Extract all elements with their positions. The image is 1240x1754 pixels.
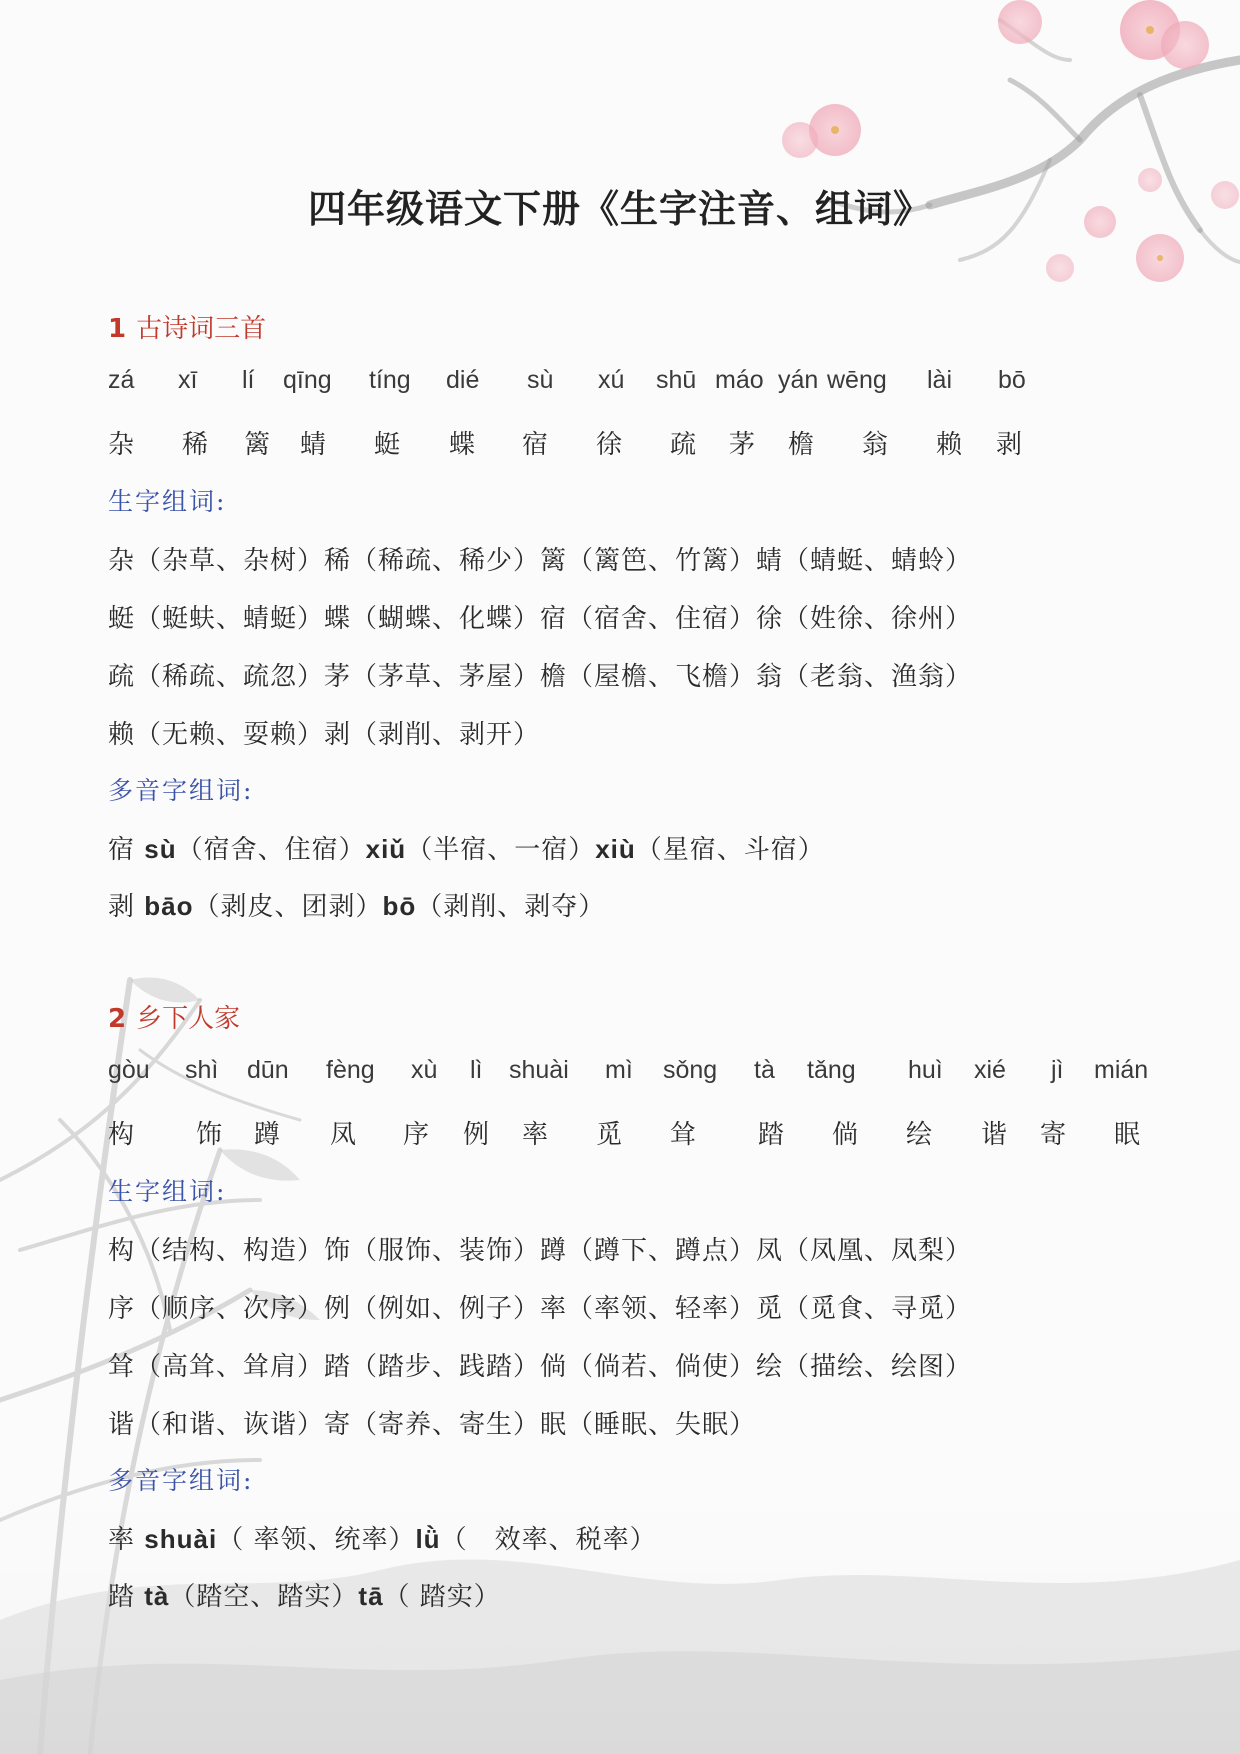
pinyin-row — [0, 366, 1240, 406]
word-text: 踏 — [108, 1582, 145, 1612]
word-group-line: 构（结构、构造）饰（服饰、装饰）蹲（蹲下、蹲点）凤（凤凰、凤梨） — [108, 1236, 973, 1266]
pinyin: sù — [527, 366, 554, 394]
pinyin: dié — [446, 366, 480, 394]
character: 寄 — [1040, 1120, 1067, 1150]
pinyin: dūn — [247, 1056, 289, 1084]
lesson-number: 2 — [108, 1004, 127, 1034]
pinyin-row — [0, 1056, 1240, 1096]
pinyin: shuài — [509, 1056, 569, 1084]
character-row — [0, 1114, 1240, 1154]
pinyin-reading: bō — [382, 891, 417, 921]
pinyin-reading: sù — [144, 834, 177, 864]
word-text: （ 踏实） — [383, 1582, 501, 1612]
polyphonic-label: 多音字组词: — [108, 1466, 254, 1495]
character: 剥 — [996, 430, 1023, 460]
character: 赖 — [936, 430, 963, 460]
character: 例 — [463, 1120, 490, 1150]
pinyin: tǎng — [807, 1056, 856, 1084]
character: 踏 — [758, 1120, 785, 1150]
pinyin-reading: tā — [358, 1581, 384, 1611]
word-text: （星宿、斗宿） — [635, 835, 825, 865]
words-label: 生字组词: — [108, 1177, 227, 1206]
pinyin: sǒng — [663, 1056, 718, 1084]
character: 饰 — [196, 1120, 223, 1150]
pinyin: xù — [411, 1056, 438, 1084]
pinyin: mián — [1094, 1056, 1149, 1084]
character: 蜻 — [300, 430, 327, 460]
lesson-heading — [108, 308, 266, 345]
pinyin-reading: bāo — [144, 891, 194, 921]
word-group-line: 赖（无赖、耍赖）剥（剥削、剥开） — [108, 720, 541, 750]
character: 徐 — [596, 430, 623, 460]
pinyin-reading: shuài — [144, 1524, 218, 1554]
word-text: （ 效率、税率） — [440, 1525, 657, 1555]
word-text: 率 — [108, 1525, 145, 1555]
pinyin-reading: xiǔ — [365, 834, 407, 864]
pinyin: zá — [108, 366, 135, 394]
pinyin: wēng — [827, 366, 887, 394]
word-text: 宿 — [108, 835, 145, 865]
lesson-name: 古诗词三首 — [136, 314, 267, 344]
plum-blossoms — [782, 0, 1239, 282]
pinyin-reading: lǜ — [415, 1524, 441, 1554]
word-group-line: 蜓（蜓蚨、蜻蜓）蝶（蝴蝶、化蝶）宿（宿舍、住宿）徐（姓徐、徐州） — [108, 604, 973, 634]
word-group-line: 谐（和谐、诙谐）寄（寄养、寄生）眠（睡眠、失眠） — [108, 1410, 757, 1440]
pinyin: tà — [754, 1056, 775, 1084]
pinyin: lài — [927, 366, 953, 394]
pinyin: fèng — [326, 1056, 375, 1084]
character: 篱 — [244, 430, 271, 460]
pinyin: jì — [1051, 1056, 1064, 1084]
character: 蹲 — [254, 1120, 281, 1150]
pinyin: huì — [908, 1056, 943, 1084]
character: 檐 — [788, 430, 815, 460]
character: 谐 — [981, 1120, 1008, 1150]
pinyin: tíng — [369, 366, 411, 394]
pinyin: lì — [470, 1056, 483, 1084]
polyphonic-label: 多音字组词: — [108, 776, 254, 805]
character: 蝶 — [449, 430, 476, 460]
character: 耸 — [670, 1120, 697, 1150]
polyphonic-line — [108, 1519, 657, 1556]
character: 蜓 — [374, 430, 401, 460]
pinyin: xī — [178, 366, 198, 394]
character: 眠 — [1114, 1120, 1141, 1150]
pinyin: xié — [974, 1056, 1006, 1084]
lesson-number: 1 — [108, 314, 127, 344]
pinyin: máo — [715, 366, 764, 394]
word-text: （剥削、剥夺） — [416, 892, 606, 922]
word-text: （剥皮、团剥） — [193, 892, 383, 922]
character: 杂 — [108, 430, 135, 460]
pinyin: mì — [605, 1056, 633, 1084]
word-group-line: 序（顺序、次序）例（例如、例子）率（率领、轻率）觅（觅食、寻觅） — [108, 1294, 973, 1324]
character: 觅 — [596, 1120, 623, 1150]
character: 稀 — [182, 430, 209, 460]
character: 率 — [522, 1120, 549, 1150]
word-text: （半宿、一宿） — [406, 835, 596, 865]
character: 茅 — [729, 430, 756, 460]
character: 倘 — [832, 1120, 859, 1150]
pinyin-reading: xiù — [595, 834, 636, 864]
pinyin: bō — [998, 366, 1026, 394]
character: 翁 — [862, 430, 889, 460]
pinyin: gòu — [108, 1056, 150, 1084]
word-text: （宿舍、住宿） — [176, 835, 366, 865]
polyphonic-line — [108, 886, 605, 923]
lesson-heading — [108, 998, 240, 1035]
pinyin: qīng — [283, 366, 332, 394]
pinyin: shì — [185, 1056, 219, 1084]
word-group-line: 杂（杂草、杂树）稀（稀疏、稀少）篱（篱笆、竹篱）蜻（蜻蜓、蜻蛉） — [108, 546, 973, 576]
words-label: 生字组词: — [108, 487, 227, 516]
character-row — [0, 424, 1240, 464]
word-group-line: 耸（高耸、耸肩）踏（踏步、践踏）倘（倘若、倘使）绘（描绘、绘图） — [108, 1352, 973, 1382]
pinyin: xú — [598, 366, 625, 394]
character: 构 — [108, 1120, 135, 1150]
polyphonic-line — [108, 1576, 501, 1613]
page-title: 四年级语文下册《生字注音、组词》 — [307, 186, 932, 231]
word-group-line: 疏（稀疏、疏忽）茅（茅草、茅屋）檐（屋檐、飞檐）翁（老翁、渔翁） — [108, 662, 973, 692]
word-text: （踏空、踏实） — [169, 1582, 359, 1612]
pinyin: lí — [242, 366, 255, 394]
pinyin: shū — [656, 366, 697, 394]
character: 宿 — [522, 430, 549, 460]
pinyin: yán — [778, 366, 819, 394]
lesson-name: 乡下人家 — [136, 1004, 241, 1034]
character: 疏 — [670, 430, 697, 460]
pinyin-reading: tà — [144, 1581, 170, 1611]
character: 绘 — [906, 1120, 933, 1150]
word-text: （ 率领、统率） — [217, 1525, 416, 1555]
character: 序 — [403, 1120, 430, 1150]
polyphonic-line — [108, 829, 825, 866]
character: 凤 — [330, 1120, 357, 1150]
word-text: 剥 — [108, 892, 145, 922]
